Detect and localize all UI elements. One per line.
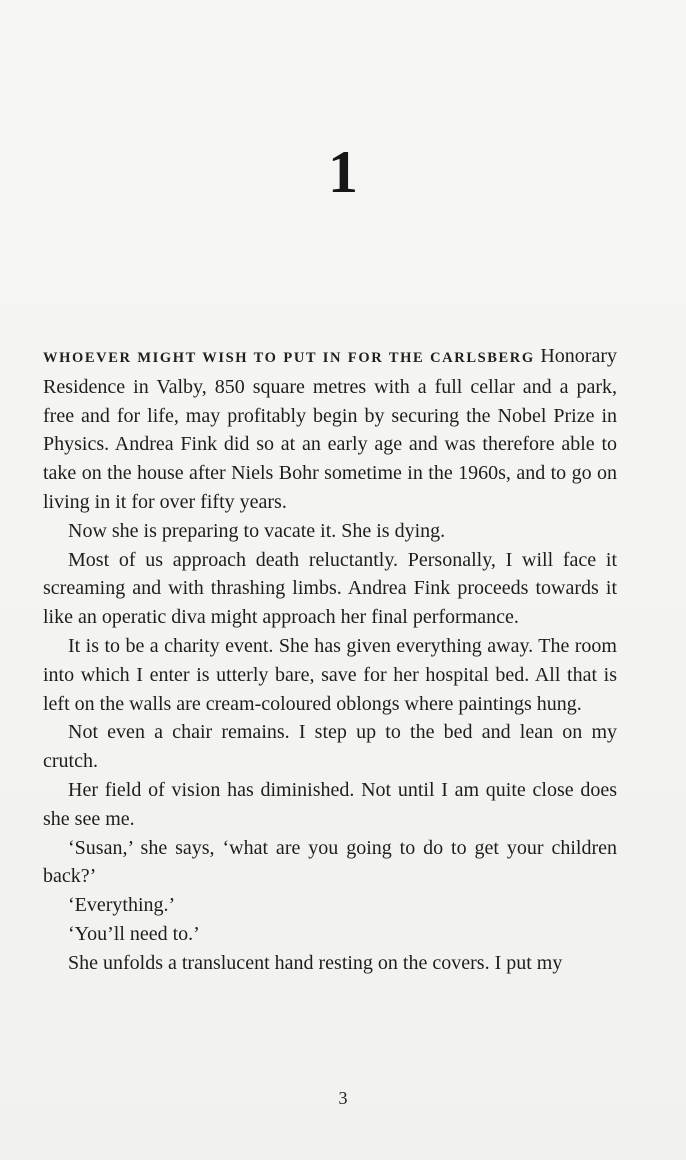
- paragraph: Not even a chair remains. I step up to the bed and lean on my crutch.: [43, 721, 617, 773]
- chapter-body: [43, 342, 617, 978]
- paragraph: ‘You’ll need to.’: [68, 922, 200, 945]
- paragraph: ‘Everything.’: [68, 894, 176, 917]
- paragraph: Her field of vision has diminished. Not until I am quite close does she see me.: [43, 778, 617, 830]
- paragraph: She unfolds a translucent hand resting on the covers. I put my: [68, 951, 563, 974]
- paragraph: It is to be a charity event. She has given everything away. The room into which I enter is utterly bare, save for her hospital bed. All that is left on the walls are cream-coloured oblongs where paintings hung.: [43, 634, 617, 715]
- opening-lead-in: WHOEVER MIGHT WISH TO PUT IN FOR THE CARLSBERG: [43, 350, 535, 366]
- paragraph: Now she is preparing to vacate it. She is dying.: [68, 519, 446, 542]
- opening-text: Honorary Residence in Valby, 850 square metres with a full cellar and a park, free and for life, may profitably begin by securing the Nobel Prize in Physics. Andrea Fink did so at an early age and was therefore able to take on the house after Niels Bohr sometime in the 1960s, and to go on living in it for over fifty years.: [43, 345, 618, 513]
- paragraph: Most of us approach death reluctantly. Personally, I will face it screaming and with thrashing limbs. Andrea Fink proceeds towards it like an operatic diva might approach her final performance.: [43, 548, 617, 629]
- paragraph: ‘Susan,’ she says, ‘what are you going to do to get your children back?’: [43, 836, 617, 888]
- page-number: 3: [338, 1088, 348, 1108]
- opening-paragraph: [43, 342, 617, 517]
- chapter-number: 1: [328, 139, 358, 205]
